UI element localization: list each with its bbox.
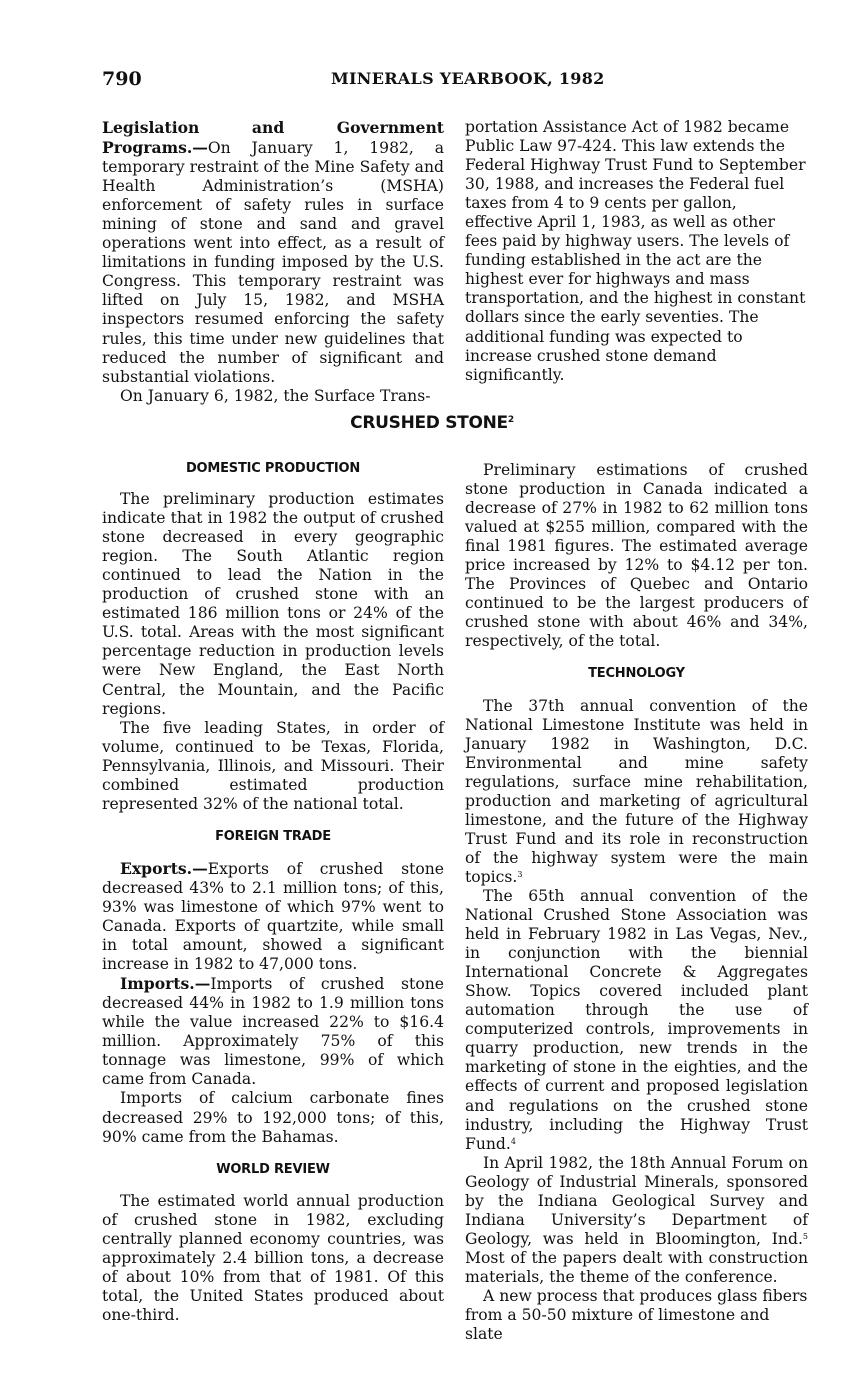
exports-text: Exports of crushed stone decreased 43% to 2.1 million tons; of this, 93% was limestone of which 97% went to Canada. Exports of quartzite, while small in total amount, showed a significant increase in 1982 to 47,000 tons. [102, 859, 444, 974]
legislation-runin: Legislation and Government Programs.— [102, 118, 444, 158]
imports-paragraph [102, 974, 444, 1089]
section-title-text: CRUSHED STONE [350, 413, 508, 433]
page-number: 790 [102, 68, 142, 90]
technology-p3-text-a: In April 1982, the 18th Annual Forum on Geology of Industrial Minerals, sponsored by the Indiana Geological Survey and Indiana University’s Department of Geology, was held in Bloomington, Ind. [465, 1153, 808, 1248]
technology-paragraph-4: A new process that produces glass fibers from a 50-50 mixture of limestone and slate [465, 1286, 808, 1344]
exports-runin: Exports.— [120, 858, 208, 878]
imports-runin: Imports.— [120, 974, 211, 994]
intro-left-column [102, 118, 444, 406]
running-head: MINERALS YEARBOOK, 1982 [331, 69, 605, 88]
imports-text: Imports of crushed stone decreased 44% in 1982 to 1.9 million tons while the value increased 22% to $16.4 million. Approximately 75% of this tonnage was limestone, 99% of which came from Canada. [102, 975, 444, 1089]
technology-p1-text: The 37th annual convention of the National Limestone Institute was held in January 1982 in Washington, D.C. Environmental and mine safety regulations, surface mine rehabilitation, production and marketing of agricultural limestone, and the future of the Highway Trust Fund and its role in reconstruction of the highway system were the main topics. [465, 696, 808, 886]
transport-paragraph-cont: portation Assistance Act of 1982 became Public Law 97-424. This law extends the Federal Highway Trust Fund to September 30, 1988, and increases the Federal fuel taxes from 4 to 9 cents per gallon, effective April 1, 1983, as well as other fees paid by highway users. The levels of funding established in the act are the highest ever for highways and mass transportation, and the highest in constant dollars since the early seventies. The additional funding was expected to increase crushed stone demand significantly. [465, 118, 806, 384]
footnote-marker-3: 3 [517, 869, 523, 879]
technology-heading: TECHNOLOGY [588, 666, 685, 682]
technology-p3-text-b: Most of the papers dealt with construction materials, the theme of the conference. [465, 1248, 808, 1286]
canada-paragraph: Preliminary estimations of crushed stone production in Canada indicated a decrease of 27% in 1982 to 62 million tons valued at $255 million, compared with the final 1981 figures. The estimated average price increased by 12% to $4.12 per ton. The Provinces of Quebec and Ontario continued to be the largest producers of crushed stone with about 46% and 34%, respectively, of the total. [465, 461, 808, 651]
legislation-text: On January 1, 1982, a temporary restraint of the Mine Safety and Health Administration’s (MSHA) enforcement of safety rules in surface mining of stone and sand and gravel operations went into effect, as a result of limitations in funding imposed by the U.S. Congress. This temporary restraint was lifted on July 15, 1982, and MSHA inspectors resumed enforcing the safety rules, this time under new guidelines that reduced the number of significant and substantial violations. [102, 139, 444, 386]
legislation-paragraph [102, 118, 444, 387]
technology-paragraph-3 [465, 1154, 808, 1287]
technology-p2-text: The 65th annual convention of the National Crushed Stone Association was held in February 1982 in Las Vegas, Nev., in conjunction with the biennial International Concrete & Aggregates Show. Topics covered included plant automation through the use of computerized controls, improvements in quarry production, new trends in the marketing of stone in the eighties, and the effects of current and proposed legislation and regulations on the crushed stone industry, including the Highway Trust Fund. [465, 886, 808, 1153]
transport-paragraph-start: On January 6, 1982, the Surface Trans- [120, 386, 431, 405]
technology-paragraph-2 [465, 887, 808, 1154]
world-review-heading: WORLD REVIEW [216, 1161, 330, 1177]
exports-paragraph [102, 859, 444, 974]
technology-paragraph-1 [465, 697, 808, 887]
calcium-carbonate-paragraph: Imports of calcium carbonate fines decreased 29% to 192,000 tons; of this, 90% came from the Bahamas. [102, 1089, 444, 1146]
domestic-production-heading: DOMESTIC PRODUCTION [185, 461, 361, 476]
left-column [102, 459, 444, 1325]
section-title-note: 2 [507, 415, 514, 425]
intro-right-column [465, 118, 808, 385]
footnote-marker-5: 5 [802, 1231, 808, 1241]
footnote-marker-4: 4 [510, 1136, 516, 1146]
domestic-paragraph-1: The preliminary production estimates indicate that in 1982 the output of crushed stone decreased in every geographic region. The South Atlantic region continued to lead the Nation in the production of crushed stone with an estimated 186 million tons or 24% of the U.S. total. Areas with the most significant percentage reduction in production levels were New England, the East North Central, the Mountain, and the Pacific regions. [102, 490, 444, 718]
right-column [465, 461, 808, 1344]
foreign-trade-heading: FOREIGN TRADE [215, 828, 331, 844]
domestic-paragraph-2: The five leading States, in order of volume, continued to be Texas, Florida, Pennsylvania, Illinois, and Missouri. Their combined estimated production represented 32% of the national total. [102, 718, 444, 813]
section-title [0, 413, 864, 433]
world-review-paragraph: The estimated world annual production of crushed stone in 1982, excluding centrally planned economy countries, was approximately 2.4 billion tons, a decrease of about 10% from that of 1981. Of this total, the United States produced about one-third. [102, 1191, 444, 1324]
